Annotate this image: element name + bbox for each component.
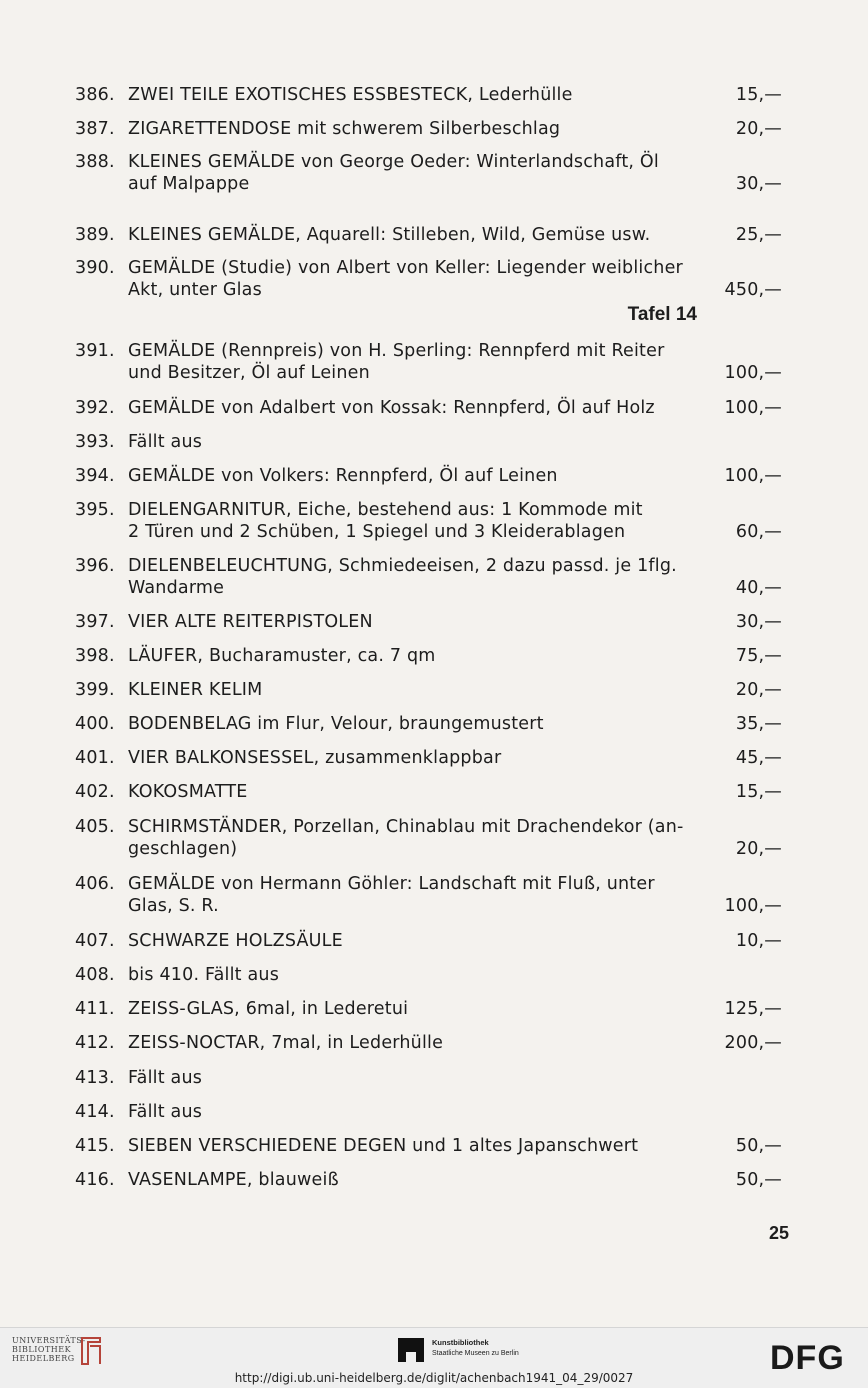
lot-description: DIELENBELEUCHTUNG, Schmiedeeisen, 2 dazu passd. je 1flg.	[128, 556, 677, 576]
lot-description: BODENBELAG im Flur, Velour, braungemustert	[128, 714, 544, 734]
lot-description: ZEISS-GLAS, 6mal, in Lederetui	[128, 999, 409, 1019]
page-number: 25	[768, 1223, 789, 1243]
lot-number: 389.	[75, 225, 115, 245]
lot-description: SIEBEN VERSCHIEDENE DEGEN und 1 altes Japanschwert	[128, 1136, 639, 1156]
lot-price: 100,—	[724, 363, 782, 383]
lot-number: 395.	[75, 500, 115, 520]
lot-number: 402.	[75, 782, 115, 802]
lot-description: GEMÄLDE (Studie) von Albert von Keller: Liegender weiblicher	[128, 258, 683, 278]
lot-price: 100,—	[724, 896, 782, 916]
lot-price: 45,—	[735, 748, 782, 768]
lot-price: 30,—	[735, 612, 782, 632]
lot-description: geschlagen)	[128, 839, 238, 859]
lot-description: Glas, S. R.	[128, 896, 219, 916]
lot-description: ZWEI TEILE EXOTISCHES ESSBESTECK, Lederhülle	[128, 85, 573, 105]
lot-price: 50,—	[735, 1170, 782, 1190]
lot-description: SCHWARZE HOLZSÄULE	[128, 931, 343, 951]
lot-number: 393.	[75, 432, 115, 452]
lot-price: 20,—	[735, 839, 782, 859]
lot-description: VIER ALTE REITERPISTOLEN	[128, 612, 373, 632]
lot-number: 411.	[75, 999, 115, 1019]
lot-description: Fällt aus	[128, 432, 203, 452]
lot-number: 412.	[75, 1033, 115, 1053]
lot-price: 30,—	[735, 174, 782, 194]
lot-description: VASENLAMPE, blauweiß	[128, 1170, 339, 1190]
lot-price: 40,—	[735, 578, 782, 598]
source-url-link[interactable]: http://digi.ub.uni-heidelberg.de/diglit/achenbach1941_04_29/0027	[234, 1371, 634, 1385]
lot-price: 20,—	[735, 680, 782, 700]
lot-description: KOKOSMATTE	[128, 782, 248, 802]
lot-number: 398.	[75, 646, 115, 666]
lot-price: 15,—	[735, 782, 782, 802]
lot-description: Wandarme	[128, 578, 225, 598]
lot-description: ZEISS-NOCTAR, 7mal, in Lederhülle	[128, 1033, 444, 1053]
lot-description: GEMÄLDE von Volkers: Rennpferd, Öl auf Leinen	[128, 466, 558, 486]
university-logo-icon	[78, 1334, 104, 1368]
lot-number: 401.	[75, 748, 115, 768]
lot-price: 125,—	[724, 999, 782, 1019]
lot-number: 387.	[75, 119, 115, 139]
lot-number: 414.	[75, 1102, 115, 1122]
lot-description: KLEINES GEMÄLDE von George Oeder: Winterlandschaft, Öl	[128, 152, 659, 172]
lot-price: 60,—	[735, 522, 782, 542]
lot-number: 397.	[75, 612, 115, 632]
lot-number: 399.	[75, 680, 115, 700]
lot-price: 75,—	[735, 646, 782, 666]
lot-number: 394.	[75, 466, 115, 486]
lot-description: SCHIRMSTÄNDER, Porzellan, Chinablau mit Drachendekor (an-	[128, 817, 684, 837]
lot-price: 25,—	[735, 225, 782, 245]
university-library-name	[12, 1336, 86, 1363]
lot-price: 450,—	[724, 280, 782, 300]
lot-number: 396.	[75, 556, 115, 576]
lot-price: 15,—	[735, 85, 782, 105]
kunstbibliothek-logo-icon	[398, 1338, 424, 1362]
lot-description: KLEINES GEMÄLDE, Aquarell: Stilleben, Wild, Gemüse usw.	[128, 225, 651, 245]
lot-number: 390.	[75, 258, 115, 278]
lot-number: 406.	[75, 874, 115, 894]
lot-number: 415.	[75, 1136, 115, 1156]
lot-number: 413.	[75, 1068, 115, 1088]
lot-number: 405.	[75, 817, 115, 837]
kunstbibliothek-label	[432, 1338, 519, 1359]
university-line: UNIVERSITÄTS-	[12, 1336, 86, 1345]
university-line: BIBLIOTHEK	[12, 1345, 72, 1354]
kunstbibliothek-title: Kunstbibliothek	[432, 1338, 489, 1347]
lot-description: bis 410. Fällt aus	[128, 965, 280, 985]
lot-description: auf Malpappe	[128, 174, 250, 194]
lot-price: 200,—	[724, 1033, 782, 1053]
lot-description: und Besitzer, Öl auf Leinen	[128, 363, 370, 383]
lot-price: 20,—	[735, 119, 782, 139]
lot-number: 386.	[75, 85, 115, 105]
lot-number: 400.	[75, 714, 115, 734]
lot-description: Fällt aus	[128, 1102, 203, 1122]
lot-description: ZIGARETTENDOSE mit schwerem Silberbeschlag	[128, 119, 561, 139]
lot-description: 2 Türen und 2 Schüben, 1 Spiegel und 3 Kleiderablagen	[128, 522, 626, 542]
lot-description: DIELENGARNITUR, Eiche, bestehend aus: 1 Kommode mit	[128, 500, 643, 520]
lot-number: 416.	[75, 1170, 115, 1190]
lot-number: 391.	[75, 341, 115, 361]
lot-number: 408.	[75, 965, 115, 985]
lot-description: GEMÄLDE von Adalbert von Kossak: Rennpferd, Öl auf Holz	[128, 398, 655, 418]
kunstbibliothek-subtitle: Staatliche Museen zu Berlin	[432, 1350, 519, 1357]
dfg-logo: DFG	[770, 1339, 845, 1377]
lot-description: GEMÄLDE von Hermann Göhler: Landschaft mit Fluß, unter	[128, 874, 655, 894]
lot-description: Fällt aus	[128, 1068, 203, 1088]
digitization-footer	[0, 1327, 868, 1388]
lot-description: Akt, unter Glas	[128, 280, 262, 300]
lot-price: 100,—	[724, 398, 782, 418]
lot-price: 50,—	[735, 1136, 782, 1156]
university-line: HEIDELBERG	[12, 1354, 75, 1363]
lot-number: 407.	[75, 931, 115, 951]
lot-price: 100,—	[724, 466, 782, 486]
lot-description: VIER BALKONSESSEL, zusammenklappbar	[128, 748, 502, 768]
plate-reference: Tafel 14	[627, 304, 697, 325]
lot-price: 10,—	[735, 931, 782, 951]
lot-description: GEMÄLDE (Rennpreis) von H. Sperling: Rennpferd mit Reiter	[128, 341, 665, 361]
lot-number: 388.	[75, 152, 115, 172]
lot-number: 392.	[75, 398, 115, 418]
lot-description: LÄUFER, Bucharamuster, ca. 7 qm	[128, 646, 436, 666]
lot-description: KLEINER KELIM	[128, 680, 263, 700]
lot-price: 35,—	[735, 714, 782, 734]
